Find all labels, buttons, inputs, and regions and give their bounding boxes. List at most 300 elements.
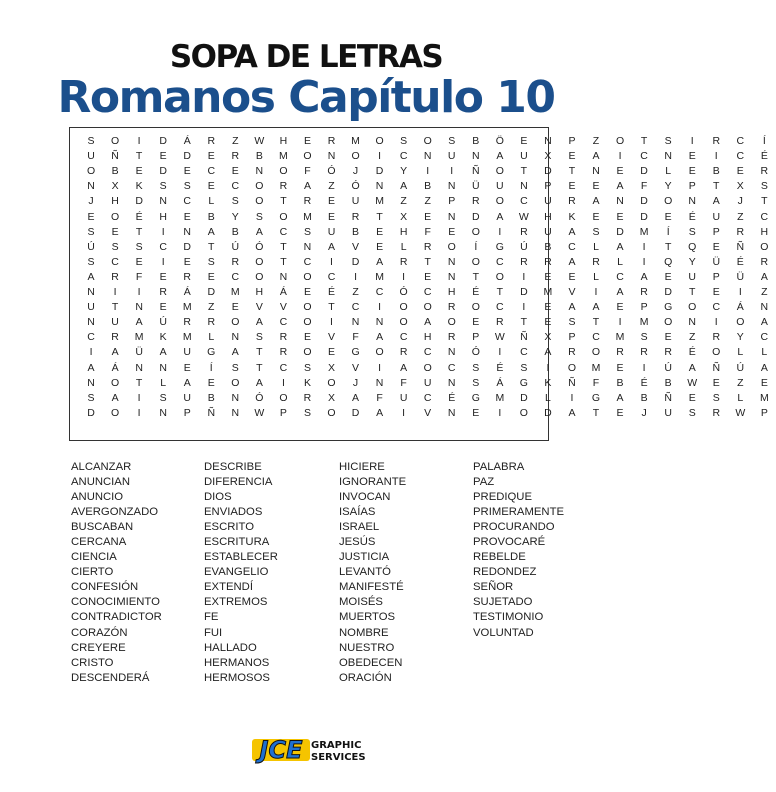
grid-cell: E — [520, 135, 528, 147]
grid-cell: Z — [424, 195, 431, 208]
grid-cell: E — [207, 180, 215, 193]
grid-cell: É — [472, 286, 480, 298]
word-list-item: MUERTOS — [339, 611, 396, 624]
grid-cell: I — [281, 376, 285, 389]
grid-cell: O — [567, 361, 577, 374]
grid-cell: N — [664, 150, 672, 163]
grid-cell: Ó — [327, 165, 336, 178]
grid-cell: R — [231, 150, 240, 163]
grid-cell: E — [616, 210, 624, 223]
grid-cell: E — [159, 270, 167, 283]
grid-cell: I — [522, 270, 526, 283]
grid-cell: A — [159, 346, 167, 359]
grid-cell: D — [520, 391, 528, 404]
grid-row — [79, 391, 776, 406]
grid-cell: Z — [328, 180, 335, 193]
grid-cell: C — [447, 361, 456, 374]
grid-cell: N — [135, 301, 143, 314]
grid-cell: P — [448, 195, 456, 208]
word-list-item: IGNORANTE — [339, 476, 407, 489]
grid-cell: A — [111, 346, 119, 359]
grid-cell: C — [592, 331, 600, 344]
grid-row — [79, 270, 776, 285]
grid-cell: N — [231, 331, 240, 344]
grid-cell: E — [664, 331, 672, 344]
grid-cell: N — [159, 195, 167, 208]
grid-cell: O — [279, 165, 288, 178]
grid-cell: R — [279, 346, 288, 359]
grid-cell: N — [375, 376, 384, 389]
grid-cell: E — [592, 180, 600, 193]
word-list-item: PREDIQUE — [473, 491, 533, 504]
grid-cell: U — [544, 195, 552, 208]
grid-cell: N — [471, 150, 480, 163]
grid-cell: U — [87, 301, 95, 314]
grid-cell: C — [520, 346, 528, 359]
grid-cell: B — [424, 180, 432, 193]
grid-cell: S — [159, 180, 167, 193]
grid-cell: C — [399, 331, 408, 344]
grid-cell: R — [592, 255, 600, 268]
grid-cell: I — [642, 255, 646, 268]
grid-cell: O — [351, 150, 360, 163]
grid-cell: X — [544, 150, 552, 163]
grid-cell: E — [111, 225, 119, 238]
grid-cell: Q — [664, 255, 673, 268]
grid-cell: O — [279, 210, 288, 223]
grid-cell: B — [207, 391, 215, 404]
grid-cell: B — [111, 165, 119, 178]
grid-cell: Y — [688, 255, 696, 268]
grid-cell: A — [568, 255, 576, 268]
grid-cell: Z — [232, 135, 239, 147]
grid-cell: C — [736, 150, 745, 163]
word-list-item: ESCRITO — [204, 521, 255, 534]
grid-cell: I — [522, 301, 526, 314]
grid-cell: N — [159, 361, 167, 374]
grid-cell: Í — [666, 225, 670, 238]
grid-cell: U — [111, 316, 119, 329]
word-list-item: OBEDECEN — [339, 656, 403, 669]
grid-cell: E — [183, 165, 191, 178]
grid-cell: N — [279, 270, 288, 283]
grid-cell: R — [520, 255, 528, 268]
grid-cell: X — [544, 331, 552, 344]
word-list-item: INVOCAN — [339, 491, 391, 504]
grid-cell: A — [255, 376, 263, 389]
grid-cell: R — [159, 286, 167, 298]
grid-cell: T — [664, 240, 672, 253]
grid-cell: Ó — [471, 346, 480, 359]
word-list-item: CIENCIA — [71, 551, 117, 564]
grid-cell: Á — [183, 135, 191, 147]
grid-cell: Ú — [664, 361, 672, 374]
word-list-item: TESTIMONIO — [473, 611, 544, 624]
word-list-item: FE — [204, 611, 219, 624]
grid-cell: M — [134, 331, 144, 344]
grid-cell: N — [351, 316, 360, 329]
grid-row — [79, 179, 776, 194]
grid-cell: N — [327, 150, 336, 163]
grid-cell: E — [616, 301, 624, 314]
grid-cell: M — [230, 286, 240, 298]
grid-cell: A — [496, 150, 504, 163]
grid-cell: Í — [474, 240, 478, 253]
letter-grid — [69, 127, 769, 441]
grid-cell: B — [207, 210, 215, 223]
grid-cell: O — [231, 376, 240, 389]
grid-cell: Í — [762, 135, 766, 147]
grid-cell: I — [498, 406, 502, 419]
grid-cell: C — [760, 331, 769, 344]
grid-cell: U — [327, 225, 336, 238]
grid-cell: I — [402, 406, 406, 419]
grid-cell: É — [448, 391, 456, 404]
grid-cell: A — [376, 406, 384, 419]
grid-cell: O — [110, 406, 120, 419]
grid-cell: E — [472, 316, 480, 329]
grid-cell: Ü — [135, 346, 143, 359]
grid-cell: G — [591, 391, 601, 404]
grid-cell: O — [255, 270, 264, 283]
grid-cell: D — [159, 135, 167, 147]
grid-cell: S — [303, 361, 311, 374]
grid-cell: S — [87, 135, 95, 147]
grid-cell: W — [735, 406, 746, 419]
grid-cell: U — [423, 376, 432, 389]
grid-cell: P — [568, 331, 576, 344]
grid-row — [79, 300, 776, 315]
word-list-item: DESCRIBE — [204, 461, 262, 473]
word-list-item: PRIMERAMENTE — [473, 506, 565, 519]
grid-cell: E — [712, 240, 720, 253]
grid-cell: N — [520, 180, 528, 193]
grid-cell: B — [616, 376, 624, 389]
word-list-item: ALCANZAR — [71, 461, 132, 473]
word-list-item: EXTENDÍ — [204, 581, 253, 594]
grid-cell: X — [111, 180, 119, 193]
grid-cell: T — [208, 240, 215, 253]
word-list-item: ANUNCIAN — [71, 476, 130, 489]
grid-cell: N — [447, 376, 456, 389]
grid-cell: P — [183, 406, 191, 419]
grid-cell: I — [498, 225, 502, 238]
word-list-item: PROCURANDO — [473, 521, 555, 534]
grid-row — [79, 240, 776, 255]
grid-cell: I — [330, 255, 333, 268]
grid-cell: W — [518, 210, 529, 223]
grid-cell: Ñ — [111, 150, 119, 163]
grid-cell: R — [111, 270, 119, 283]
grid-row — [79, 406, 776, 421]
grid-cell: L — [208, 331, 215, 344]
grid-cell: D — [183, 240, 191, 253]
word-list-item: ORACIÓN — [339, 671, 392, 684]
grid-cell: N — [159, 406, 167, 419]
grid-cell: U — [399, 391, 408, 404]
grid-cell: R — [664, 346, 672, 359]
grid-cell: H — [111, 195, 119, 208]
grid-cell: N — [183, 225, 191, 238]
grid-cell: K — [135, 180, 143, 193]
grid-cell: I — [89, 346, 93, 359]
grid-cell: T — [111, 301, 119, 314]
grid-cell: O — [86, 165, 96, 178]
grid-cell: S — [135, 240, 143, 253]
grid-cell: S — [87, 225, 95, 238]
grid-cell: B — [640, 391, 648, 404]
grid-cell: A — [640, 270, 648, 283]
word-list-item: HICIERE — [339, 461, 385, 473]
grid-cell: K — [159, 331, 167, 344]
grid-cell: A — [712, 195, 720, 208]
grid-cell: G — [471, 391, 480, 404]
grid-cell: S — [472, 376, 480, 389]
grid-cell: S — [111, 240, 119, 253]
grid-cell: H — [423, 331, 432, 344]
grid-cell: A — [616, 240, 624, 253]
grid-cell: E — [544, 316, 552, 329]
grid-cell: T — [135, 225, 143, 238]
grid-cell: D — [135, 195, 143, 208]
grid-cell: I — [378, 361, 382, 374]
grid-cell: A — [424, 316, 432, 329]
grid-cell: E — [664, 270, 672, 283]
grid-cell: H — [544, 210, 552, 223]
grid-cell: I — [137, 286, 141, 298]
grid-cell: P — [568, 135, 576, 147]
grid-cell: O — [615, 135, 625, 147]
grid-cell: R — [399, 255, 408, 268]
grid-cell: D — [375, 165, 384, 178]
grid-cell: O — [664, 316, 673, 329]
grid-cell: E — [327, 346, 335, 359]
grid-cell: T — [520, 165, 528, 178]
grid-cell: A — [400, 180, 408, 193]
grid-cell: N — [231, 391, 240, 404]
grid-cell: C — [760, 210, 769, 223]
grid-cell: O — [712, 346, 721, 359]
grid-cell: D — [640, 165, 648, 178]
grid-cell: I — [113, 286, 117, 298]
grid-cell: A — [544, 346, 552, 359]
grid-row — [79, 361, 776, 376]
grid-cell: S — [520, 361, 528, 374]
grid-cell: L — [665, 165, 672, 178]
grid-cell: F — [135, 270, 143, 283]
grid-cell: S — [688, 406, 696, 419]
grid-cell: S — [159, 391, 167, 404]
grid-cell: O — [303, 301, 312, 314]
word-list-item: BUSCABAN — [71, 521, 134, 534]
grid-cell: R — [544, 255, 552, 268]
grid-cell: X — [327, 391, 335, 404]
grid-cell: T — [496, 286, 504, 298]
grid-cell: L — [160, 376, 167, 389]
grid-cell: P — [544, 180, 552, 193]
grid-cell: R — [231, 255, 240, 268]
grid-cell: U — [520, 150, 528, 163]
grid-cell: O — [423, 361, 432, 374]
word-list-item: LEVANTÓ — [339, 566, 391, 579]
grid-cell: E — [544, 301, 552, 314]
grid-cell: R — [279, 331, 288, 344]
grid-row — [79, 345, 776, 360]
grid-cell: I — [378, 301, 382, 314]
grid-cell: R — [423, 240, 432, 253]
grid-cell: F — [592, 376, 600, 389]
word-list-item: MOISÉS — [339, 596, 383, 609]
grid-cell: R — [207, 316, 216, 329]
grid-cell: E — [376, 225, 384, 238]
grid-cell: U — [544, 225, 552, 238]
grid-cell: S — [688, 225, 696, 238]
grid-cell: S — [472, 361, 480, 374]
grid-cell: R — [183, 316, 191, 329]
grid-cell: F — [640, 180, 648, 193]
grid-cell: A — [592, 301, 600, 314]
word-list-item: NOMBRE — [339, 626, 389, 639]
grid-cell: E — [183, 210, 191, 223]
word-list-column-3 — [339, 460, 479, 686]
grid-cell: U — [712, 210, 721, 223]
grid-cell: C — [375, 286, 384, 298]
grid-cell: Z — [737, 376, 744, 389]
grid-cell: É — [736, 255, 744, 268]
grid-cell: O — [110, 135, 120, 147]
grid-cell: Ü — [712, 255, 721, 268]
grid-row — [79, 134, 776, 149]
grid-row — [79, 315, 776, 330]
grid-cell: C — [736, 135, 745, 147]
grid-cell: A — [207, 225, 215, 238]
grid-cell: T — [592, 316, 600, 329]
grid-cell: O — [110, 376, 120, 389]
grid-cell: A — [231, 346, 239, 359]
grid-cell: R — [760, 165, 769, 178]
grid-cell: S — [664, 135, 672, 147]
grid-cell: A — [255, 225, 263, 238]
grid-cell: H — [159, 210, 167, 223]
grid-cell: P — [712, 225, 720, 238]
grid-cell: F — [376, 391, 383, 404]
grid-cell: S — [87, 255, 95, 268]
grid-cell: R — [568, 346, 576, 359]
grid-cell: R — [640, 286, 648, 298]
grid-cell: A — [592, 195, 600, 208]
logo-line-2: SERVICES — [311, 752, 366, 763]
grid-cell: R — [712, 135, 721, 147]
grid-cell: L — [208, 195, 215, 208]
grid-cell: I — [618, 316, 622, 329]
grid-cell: W — [687, 376, 698, 389]
grid-cell: A — [111, 391, 119, 404]
grid-cell: C — [279, 361, 288, 374]
grid-cell: O — [327, 406, 336, 419]
grid-cell: A — [760, 270, 768, 283]
grid-cell: C — [303, 255, 312, 268]
grid-cell: M — [375, 270, 384, 283]
word-list-item: CONTRADICTOR — [71, 611, 162, 624]
grid-cell: N — [87, 180, 95, 193]
grid-cell: B — [352, 225, 360, 238]
logo-mark: JCE — [259, 736, 303, 764]
word-list-item: CORAZÓN — [71, 626, 128, 639]
grid-cell: Ü — [471, 180, 480, 193]
grid-cell: E — [231, 165, 239, 178]
grid-cell: T — [135, 150, 143, 163]
grid-cell: S — [303, 406, 311, 419]
word-list-item: CREYERE — [71, 641, 126, 654]
grid-cell: C — [159, 240, 167, 253]
grid-cell: F — [352, 331, 359, 344]
grid-cell: I — [690, 135, 694, 147]
grid-cell: L — [593, 270, 599, 283]
word-list-item: HERMOSOS — [204, 671, 270, 684]
grid-cell: T — [761, 195, 768, 208]
grid-cell: O — [423, 301, 432, 314]
grid-cell: N — [447, 255, 456, 268]
grid-cell: C — [640, 150, 648, 163]
grid-cell: I — [137, 406, 141, 419]
grid-cell: U — [351, 195, 360, 208]
word-list-item: VOLUNTAD — [473, 626, 534, 639]
word-list-item: JUSTICIA — [339, 551, 390, 564]
grid-cell: O — [423, 135, 432, 147]
grid-cell: O — [471, 301, 480, 314]
grid-cell: E — [183, 255, 191, 268]
grid-cell: D — [351, 406, 360, 419]
grid-cell: T — [592, 406, 600, 419]
word-list-item: CRISTO — [71, 656, 114, 669]
grid-cell: E — [303, 331, 311, 344]
grid-cell: Á — [496, 376, 504, 389]
grid-cell: M — [375, 195, 384, 208]
grid-row — [79, 376, 776, 391]
grid-cell: I — [642, 240, 646, 253]
grid-cell: I — [594, 286, 598, 298]
word-list-item: ESCRITURA — [204, 536, 270, 549]
grid-cell: S — [568, 316, 576, 329]
grid-cell: N — [87, 316, 95, 329]
word-list-item: REBELDE — [473, 551, 526, 564]
grid-cell: D — [207, 286, 216, 298]
grid-cell: E — [472, 406, 480, 419]
grid-cell: E — [303, 286, 311, 298]
grid-cell: Á — [183, 286, 191, 298]
grid-cell: R — [327, 135, 336, 147]
grid-cell: C — [279, 316, 288, 329]
grid-cell: I — [378, 150, 382, 163]
grid-cell: Y — [664, 180, 672, 193]
grid-cell: L — [617, 255, 623, 268]
grid-cell: E — [424, 270, 432, 283]
grid-cell: C — [423, 391, 432, 404]
grid-cell: E — [159, 301, 167, 314]
grid-cell: J — [352, 165, 359, 178]
grid-cell: A — [688, 361, 696, 374]
page-title: SOPA DE LETRAS — [169, 39, 443, 75]
grid-cell: D — [183, 150, 191, 163]
grid-row — [79, 255, 776, 270]
grid-cell: O — [255, 255, 264, 268]
grid-row — [79, 225, 776, 240]
grid-cell: D — [616, 225, 624, 238]
grid-cell: A — [183, 376, 191, 389]
grid-cell: A — [568, 406, 576, 419]
grid-cell: E — [183, 361, 191, 374]
grid-cell: S — [207, 255, 215, 268]
